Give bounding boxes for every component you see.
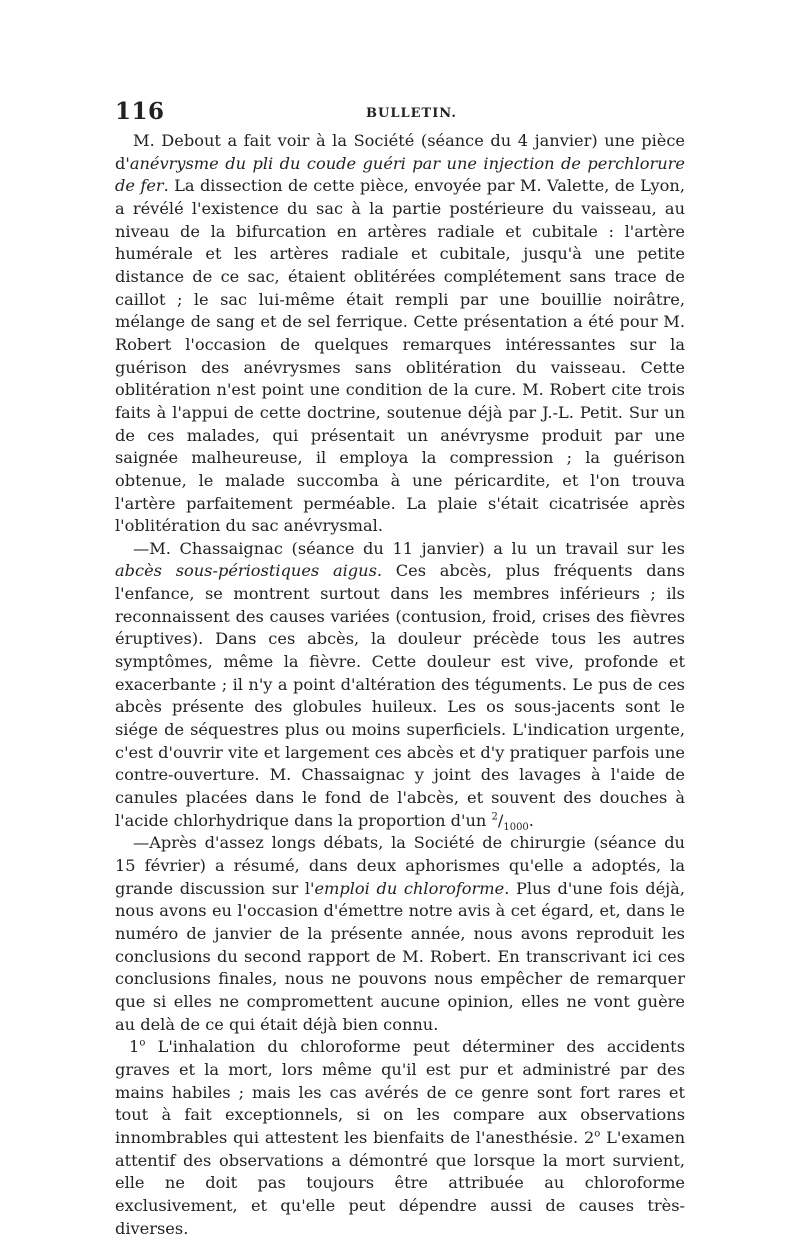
paragraph-aphorismes <box>115 1036 685 1240</box>
italic-title: emploi du chloroforme <box>314 878 505 898</box>
list-number: 2 <box>583 1127 595 1147</box>
list-number: 1 <box>129 1037 140 1057</box>
paragraph-text: L'inhalation du chloroforme peut déterminer des accidents graves et la mort, lors même qu'il est pur et administré par des mains habiles ; mais les cas avérés de ce genre sont fort rares et tout à fait exceptionnels, si on les compare aux observations innombrables qui attestent les bienfaits de l'anesthésie. <box>115 1037 685 1147</box>
running-head: BULLETIN. <box>366 106 457 121</box>
ordinal-superscript: o <box>594 1128 601 1140</box>
paragraph-chloroforme <box>115 832 685 1036</box>
fraction-numerator: 2 <box>491 811 498 823</box>
paragraph-text: . Ces abcès, plus fréquents dans l'enfance, se montrent surtout dans les membres inférieurs ; ils reconnaissent des causes variées (contusion, froid, crises des fièvres éruptives). Dans ces abcès, la douleur précède tous les autres symptômes, même la fièvre. Cette douleur est vive, profonde et exacerbante ; il n'y a point d'altération des téguments. Le pus de ces abcès présente des globules huileux. Les os sous-jacents sont le siége de séquestres plus ou moins superficiels. L'indication urgente, c'est d'ouvrir vite et largement ces abcès et d'y pratiquer parfois une contre-ouverture. M. Chassaignac y joint des lavages à l'aide de canules placées dans le fond de l'abcès, et souvent des douches à l'acide chlorhydrique dans la proportion d'un <box>115 561 685 830</box>
body-text <box>115 130 685 1240</box>
page-number: 116 <box>115 98 165 125</box>
paragraph-text: —M. Chassaignac (séance du 11 janvier) a lu un travail sur les <box>133 538 685 558</box>
paragraph-text: . <box>528 810 534 830</box>
paragraph-debout <box>115 130 685 538</box>
fraction-denominator: 1000 <box>503 821 529 833</box>
paragraph-chassaignac: —M. Chassaignac (séance du 11 janvier) a lu un travail sur les abcès sous-périostiques aigus. Ces abcès, plus fréquents dans l'enfance, se montrent surtout dans les membres inférieurs ; ils reconnaissent des causes variées (contusion, froid, crises des fièvres éruptives). Dans ces abcès, la douleur précède tous les autres symptômes, même la fièvre. Cette douleur est vive, profonde et exacerbante ; il n'y a point d'altération des téguments. Le pus de ces abcès présente des globules huileux. Les os sous-jacents sont le siége de séquestres plus ou moins superficiels. L'indication urgente, c'est d'ouvrir vite et largement ces abcès et d'y pratiquer parfois une contre-ouverture. M. Chassaignac y joint des lavages à l'aide de canules placées dans le fond de l'abcès, et souvent des douches à l'acide chlorhydrique dans la proportion d'un $^2/_{1000}$. <box>115 538 685 833</box>
paragraph-text: L'examen attentif des observations a démontré que lorsque la mort survient, elle ne doit pas toujours être attribuée au chloroforme exclusivement, et qu'elle peut dépendre aussi de causes très-diverses. <box>115 1127 685 1238</box>
paragraph-text: . Plus d'une fois déjà, nous avons eu l'occasion d'émettre notre avis à cet égard, et, dans le numéro de janvier de la présente année, nous avons reproduit les conclusions du second rapport de M. Robert. En transcrivant ici ces conclusions finales, nous ne pouvons nous empêcher de remarquer que si elles ne compromettent aucune opinion, elles ne vont guère au delà de ce qui était déjà bien connu. <box>115 878 685 1034</box>
paragraph-text: —Après d'assez longs débats, la Société de chirurgie (séance du 15 février) a résumé, dans deux aphorismes qu'elle a adoptés, la grande discussion sur l' <box>115 833 685 898</box>
italic-title: abcès sous-périostiques aigus <box>115 561 377 581</box>
italic-title: anévrysme du pli du coude guéri par une injection de perchlorure de fer <box>115 153 685 196</box>
ordinal-superscript: o <box>139 1037 146 1049</box>
paragraph-text: . La dissection de cette pièce, envoyée par M. Valette, de Lyon, a révélé l'existence du sac à la partie postérieure du vaisseau, au niveau de la bifurcation en artères radiale et cubitale : l'artère humérale et les artères radiale et cubitale, jusqu'à une petite distance de ce sac, étaient oblitérées complétement sans trace de caillot ; le sac lui-même était rempli par une bouillie noirâtre, mélange de sang et de sel ferrique. Cette présentation a été pour M. Robert l'occasion de quelques remarques intéressantes sur la guérison des anévrysmes sans oblitération du vaisseau. Cette oblitération n'est point une condition de la cure. M. Robert cite trois faits à l'appui de cette doctrine, soutenue déjà par J.-L. Petit. Sur un de ces malades, qui présentait un anévrysme produit par une saignée malheureuse, il employa la compression ; la guérison obtenue, le malade succomba à une péricardite, et l'on trouva l'artère parfaitement perméable. La plaie s'était cicatrisée après l'oblitération du sac anévrysmal. <box>115 176 685 536</box>
page-header <box>115 98 685 130</box>
paragraph-text: M. Debout a fait voir à la Société (séance du 4 janvier) une pièce d' <box>115 131 685 173</box>
